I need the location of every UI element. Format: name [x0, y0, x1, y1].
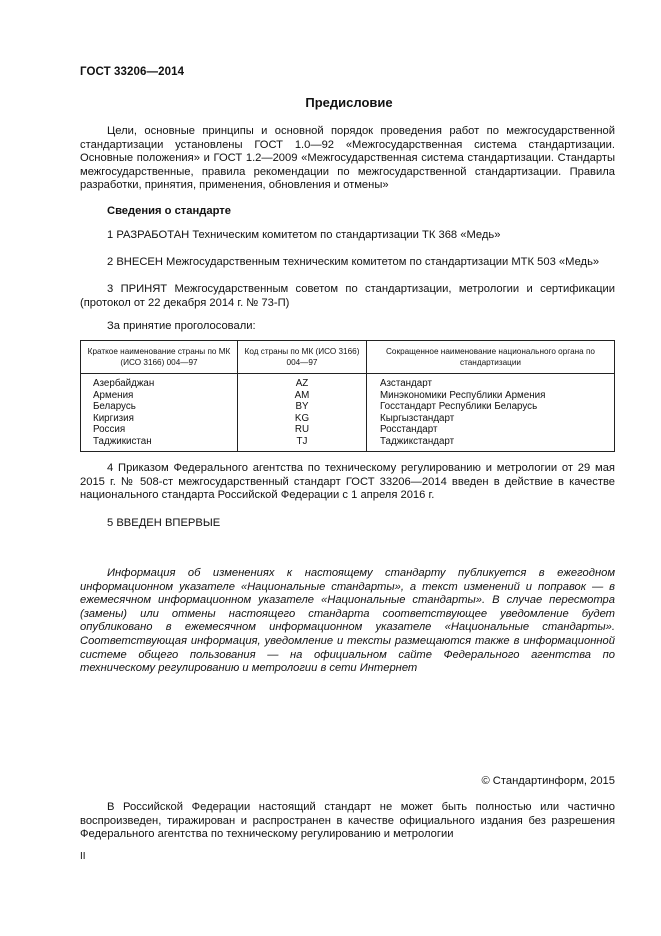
cell-code: RU	[238, 424, 367, 436]
table-row	[81, 401, 615, 413]
item-order: 4 Приказом Федерального агентства по техническому регулированию и метрологии от 29 мая 2015 г. № 508-ст межгосударственный стандарт ГОСТ 33206—2014 введен в действие в качестве национального стандарта Российской Федерации с 1 апреля 2016 г.	[80, 462, 615, 502]
cell-country: Киргизия	[81, 413, 238, 425]
cell-organization: Кыргызстандарт	[367, 413, 615, 425]
table-header-row	[81, 341, 615, 374]
header-country: Краткое наименование страны по МК (ИСО 3166) 004—97	[81, 341, 238, 374]
table-row	[81, 374, 615, 390]
voted-label: За принятие проголосовали:	[107, 320, 256, 332]
cell-organization: Росстандарт	[367, 424, 615, 436]
cell-country: Армения	[81, 390, 238, 402]
standard-info-heading: Сведения о стандарте	[107, 205, 231, 217]
cell-code: AM	[238, 390, 367, 402]
cell-organization: Минэкономики Республики Армения	[367, 390, 615, 402]
header-organization: Сокращенное наименование национального органа по стандартизации	[367, 341, 615, 374]
cell-country: Беларусь	[81, 401, 238, 413]
item-first-introduced: 5 ВВЕДЕН ВПЕРВЫЕ	[107, 517, 221, 529]
cell-organization: Азстандарт	[367, 374, 615, 390]
cell-code: TJ	[238, 436, 367, 451]
cell-country: Россия	[81, 424, 238, 436]
cell-organization: Таджикстандарт	[367, 436, 615, 451]
cell-code: AZ	[238, 374, 367, 390]
copyright-notice: © Стандартинформ, 2015	[481, 775, 615, 787]
item-developed: 1 РАЗРАБОТАН Техническим комитетом по стандартизации ТК 368 «Медь»	[107, 229, 501, 241]
table-row	[81, 413, 615, 425]
cell-code: BY	[238, 401, 367, 413]
table-row	[81, 390, 615, 402]
intro-paragraph: Цели, основные принципы и основной порядок проведения работ по межгосударственной стандартизации установлены ГОСТ 1.0—92 «Межгосударственная система стандартизации. Основные положения» и ГОСТ 1.2—2009 «Межгосударственная система стандартизации. Стандарты межгосударственные, правила рекомендации по межгосударственной стандартизации. Правила разработки, принятия, применения, обновления и отмены»	[80, 125, 615, 192]
item-introduced: 2 ВНЕСЕН Межгосударственным техническим комитетом по стандартизации МТК 503 «Медь»	[107, 256, 600, 268]
cell-code: KG	[238, 413, 367, 425]
cell-organization: Госстандарт Республики Беларусь	[367, 401, 615, 413]
change-info-notice: Информация об изменениях к настоящему стандарту публикуется в ежегодном информационном указателе «Национальные стандарты», а текст изменений и поправок — в ежемесячном информационном указателе «Национальные стандарты». В случае пересмотра (замены) или отмены настоящего стандарта соответствующее уведомление будет опубликовано в ежемесячном информационном указателе «Национальные стандарты». Соответствующая информация, уведомление и тексты размещаются также в информационной системе общего пользования — на официальном сайте Федерального агентства по техническому регулированию и метрологии в сети Интернет	[80, 567, 615, 675]
voting-countries-table	[80, 340, 615, 452]
table-row	[81, 424, 615, 436]
header-code: Код страны по МК (ИСО 3166) 004—97	[238, 341, 367, 374]
cell-country: Азербайджан	[81, 374, 238, 390]
cell-country: Таджикистан	[81, 436, 238, 451]
table-row	[81, 436, 615, 451]
item-adopted: 3 ПРИНЯТ Межгосударственным советом по стандартизации, метрологии и сертификации (протокол от 22 декабря 2014 г. № 73-П)	[80, 283, 615, 309]
page-title: Предисловие	[305, 95, 393, 110]
reproduction-notice: В Российской Федерации настоящий стандарт не может быть полностью или частично воспроизведен, тиражирован и распространен в качестве официального издания без разрешения Федерального агентства по техническому регулированию и метрологии	[80, 801, 615, 841]
page-number: II	[80, 851, 86, 862]
document-code: ГОСТ 33206—2014	[80, 66, 185, 78]
